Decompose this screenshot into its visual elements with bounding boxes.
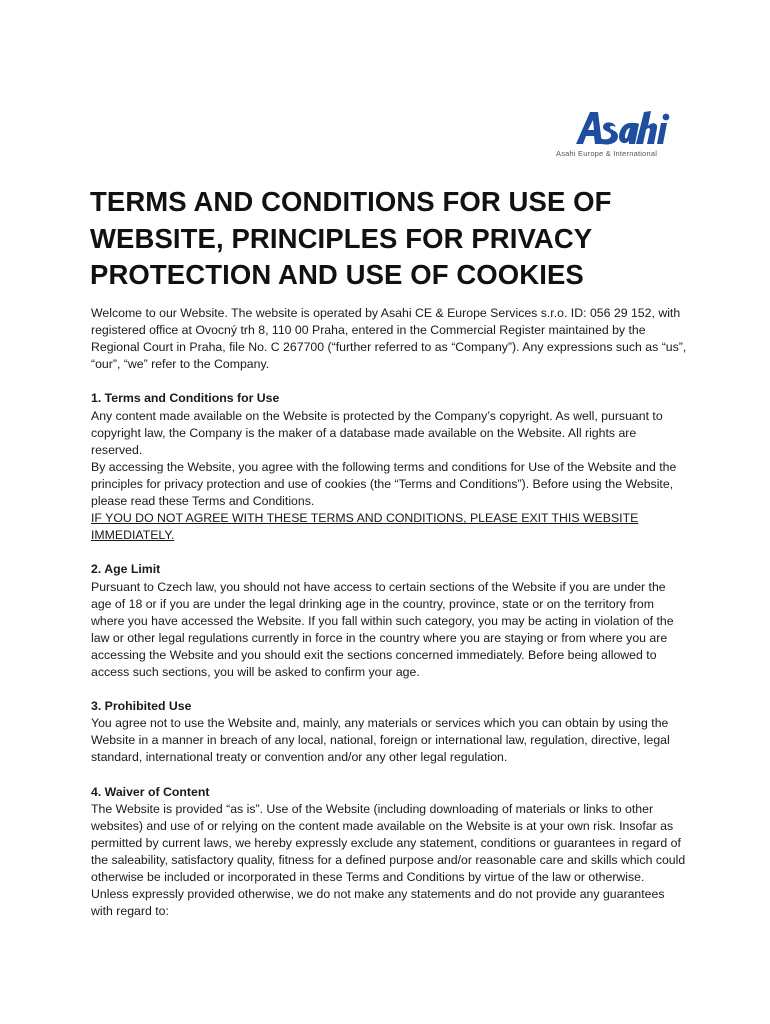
- section-4-heading: 4. Waiver of Content: [91, 784, 210, 799]
- section-3-paragraph-1: You agree not to use the Website and, mainly, any materials or services which you can obtain by using the Website in a manner in breach of any local, national, foreign or international law, regulation, directive, legal standard, international treaty or convention and/or any other legal regulation.: [91, 716, 670, 765]
- section-1-heading: 1. Terms and Conditions for Use: [91, 391, 280, 406]
- section-2-heading: 2. Age Limit: [91, 562, 161, 577]
- document-title: TERMS AND CONDITIONS FOR USE OF WEBSITE, PRINCIPLES FOR PRIVACY PROTECTION AND USE OF COOKIES: [90, 186, 612, 290]
- section-3-heading: 3. Prohibited Use: [91, 699, 192, 714]
- section-4-paragraph-1: The Website is provided “as is”. Use of the Website (including downloading of materials or links to other websites) and use of or relying on the content made available on the Website is at your own risk. Insofar as permitted by current laws, we hereby expressly exclude any statement, conditions or guarantees in regard of the saleability, satisfactory quality, fitness for a defined purpose and/or reasonable care and skills which could otherwise be included or incorporated in these Terms and Conditions by virtue of the law or otherwise.: [91, 801, 686, 885]
- document-body: [91, 305, 689, 920]
- section-1-paragraph-1: Any content made available on the Website is protected by the Company’s copyright. As well, pursuant to copyright law, the Company is the maker of a database made available on the Website. All rights are reserved.: [91, 408, 663, 457]
- section-1-warning: IF YOU DO NOT AGREE WITH THESE TERMS AND CONDITIONS, PLEASE EXIT THIS WEBSITE IMMEDIATELY.: [91, 511, 639, 543]
- logo-subtitle: Asahi Europe & International: [556, 149, 658, 158]
- section-2-paragraph-1: Pursuant to Czech law, you should not have access to certain sections of the Website if you are under the age of 18 or if you are under the legal drinking age in the country, province, state or on the territory from where you have accessed the Website. If you fall within such category, you may be acting in violation of the law or other legal regulations currently in force in the country where you are staying or from where you are accessing the Website and you should exit the sections concerned immediately. Before being allowed to access such sections, you will be asked to confirm your age.: [91, 579, 674, 679]
- section-4-paragraph-2: Unless expressly provided otherwise, we do not make any statements and do not provide any guarantees with regard to:: [91, 887, 665, 919]
- asahi-logo: [548, 108, 674, 162]
- asahi-wordmark: [574, 108, 674, 148]
- section-1-paragraph-2: By accessing the Website, you agree with the following terms and conditions for Use of the Website and the principles for privacy protection and use of cookies (the “Terms and Conditions”). Before using the Website, please read these Terms and Conditions.: [91, 459, 677, 509]
- intro-paragraph: Welcome to our Website. The website is operated by Asahi CE & Europe Services s.r.o. ID: 056 29 152, with registered office at Ovocný trh 8, 110 00 Praha, entered in the Commercial Register maintained by the Regional Court in Praha, file No. C 267700 (“further referred to as “Company”). Any expressions such as “us”, “our”, “we” refer to the Company.: [91, 306, 687, 372]
